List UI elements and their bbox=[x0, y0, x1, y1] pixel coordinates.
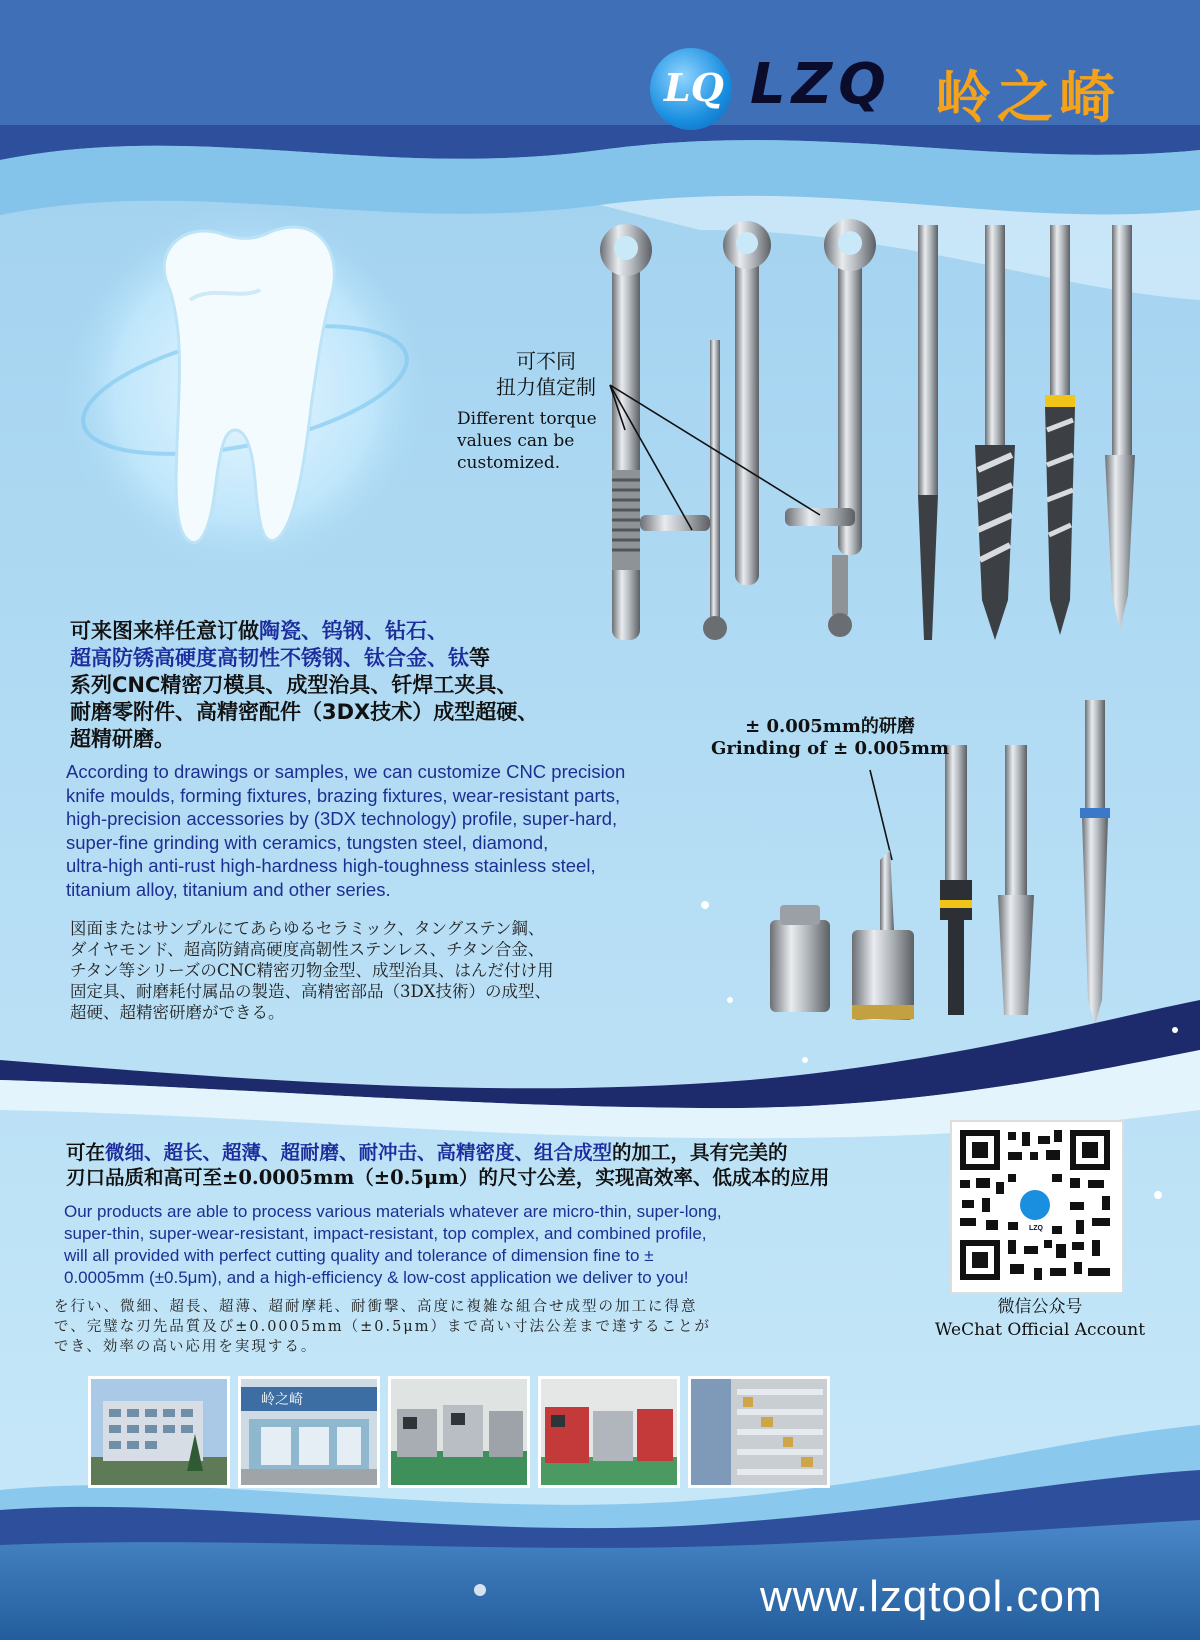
grinding-callout bbox=[700, 716, 960, 760]
capability-cn-l1-highlight: 微细、超长、超薄、超耐磨、耐冲击、高精密度、组合成型 bbox=[105, 1141, 613, 1164]
torque-callout-cn-line2: 扭力值定制 bbox=[496, 375, 596, 399]
photo-cnc-workshop-2 bbox=[538, 1376, 680, 1488]
grinding-callout-en: Grinding of ± 0.005mm bbox=[711, 738, 949, 759]
intro-cn-line1 bbox=[70, 618, 630, 645]
qr-logo-label: LZQ bbox=[1029, 1225, 1043, 1232]
capability-jp-line: を行い、微細、超長、超薄、超耐摩耗、耐衝撃、高度に複雑な組合せ成型の加工に得意 bbox=[54, 1299, 698, 1315]
intro-cn-l1-highlight: 陶瓷、钨钢、钻石、 bbox=[259, 619, 448, 643]
capability-en-line: super-thin, super-wear-resistant, impact-resistant, top complex, and combined profile, bbox=[64, 1224, 707, 1243]
capability-jp-line: でき、効率の高い応用を実現する。 bbox=[54, 1339, 318, 1355]
capability-en bbox=[64, 1201, 924, 1289]
intro-cn-l2-text: 等 bbox=[469, 646, 490, 670]
storefront-sign-text: 岭之崎 bbox=[261, 1392, 303, 1408]
brand-name-latin: LZQ bbox=[750, 52, 892, 117]
wechat-caption bbox=[930, 1296, 1150, 1342]
photo-warehouse-shelves bbox=[688, 1376, 830, 1488]
intro-cn-line5: 超精研磨。 bbox=[70, 727, 175, 751]
capability-cn-l1-text: 可在 bbox=[66, 1141, 106, 1164]
intro-cn-line4: 耐磨零附件、高精密配件（3DX技术）成型超硬、 bbox=[70, 700, 539, 724]
intro-jp-line: 図面またはサンプルにてあらゆるセラミック、タングステン鋼、 bbox=[70, 919, 545, 938]
capability-jp-line: で、完璧な刃先品質及び±0.0005mm（±0.5μm）まで高い寸法公差まで達することが bbox=[54, 1319, 711, 1335]
intro-cn-l1-text: 可来图来样任意订做 bbox=[70, 619, 259, 643]
capability-en-line: 0.0005mm (±0.5μm), and a high-efficiency & low-cost application we deliver to you! bbox=[64, 1268, 689, 1287]
intro-jp bbox=[70, 918, 710, 1023]
capability-cn-line1 bbox=[66, 1140, 936, 1165]
intro-jp-line: ダイヤモンド、超高防錆高硬度高韌性ステンレス、チタン合金、 bbox=[70, 940, 545, 959]
intro-cn-line3: 系列CNC精密刀模具、成型治具、钎焊工夹具、 bbox=[70, 673, 518, 697]
capability-en-line: will all provided with perfect cutting quality and tolerance of dimension fine to ± bbox=[64, 1246, 654, 1265]
capability-cn-l1-text2: 的加工，具有完美的 bbox=[612, 1141, 788, 1164]
intro-jp-line: 超硬、超精密研磨ができる。 bbox=[70, 1003, 285, 1022]
intro-en-line: super-fine grinding with ceramics, tungsten steel, diamond, bbox=[66, 831, 549, 853]
intro-en-line: titanium alloy, titanium and other series. bbox=[66, 878, 391, 900]
intro-en-line: ultra-high anti-rust high-hardness high-toughness stainless steel, bbox=[66, 855, 596, 876]
torque-callout-cn bbox=[486, 348, 606, 400]
capability-cn-line2: 刃口品质和高可至±0.0005mm（±0.5μm）的尺寸公差，实现高效率、低成本的应用 bbox=[66, 1166, 830, 1189]
photo-cnc-workshop-1 bbox=[388, 1376, 530, 1488]
intro-en-line: knife moulds, forming fixtures, brazing fixtures, wear-resistant parts, bbox=[66, 784, 621, 806]
torque-callout-cn-line1: 可不同 bbox=[516, 349, 576, 373]
photo-storefront bbox=[238, 1376, 380, 1488]
wechat-caption-en: WeChat Official Account bbox=[934, 1320, 1146, 1340]
website-url[interactable]: www.lzqtool.com bbox=[760, 1572, 1103, 1621]
logo-badge-icon bbox=[650, 48, 732, 130]
torque-callout-en-line2: values can be bbox=[457, 431, 575, 451]
capability-en-line: Our products are able to process various materials whatever are micro-thin, super-long, bbox=[64, 1202, 722, 1221]
grinding-callout-cn: ± 0.005mm的研磨 bbox=[745, 716, 915, 737]
intro-en-line: According to drawings or samples, we can customize CNC precision bbox=[66, 761, 626, 782]
brand-name-cn: 岭之崎 bbox=[935, 66, 1121, 131]
photo-factory-building bbox=[88, 1376, 230, 1488]
wechat-qr-code[interactable] bbox=[950, 1120, 1124, 1294]
intro-cn-line2 bbox=[70, 645, 630, 672]
intro-en-line: high-precision accessories by (3DX technology) profile, super-hard, bbox=[66, 808, 618, 829]
intro-jp-line: チタン等シリーズのCNC精密刃物金型、成型治具、はんだ付け用 bbox=[70, 961, 554, 980]
intro-en bbox=[66, 760, 746, 901]
wechat-caption-cn: 微信公众号 bbox=[997, 1297, 1083, 1317]
torque-callout-en-line1: Different torque bbox=[457, 409, 597, 429]
intro-cn-l2-highlight: 超高防锈高硬度高韧性不锈钢、钛合金、钛 bbox=[70, 646, 469, 670]
capability-cn bbox=[66, 1140, 936, 1190]
torque-callout-en bbox=[457, 408, 627, 474]
intro-jp-line: 固定具、耐磨耗付属品の製造、高精密部品（3DX技術）の成型、 bbox=[70, 982, 551, 1001]
intro-cn bbox=[70, 618, 630, 753]
qr-code-icon bbox=[952, 1122, 1118, 1288]
capability-jp bbox=[54, 1297, 934, 1357]
torque-callout-en-line3: customized. bbox=[457, 453, 561, 473]
brand-logo bbox=[650, 48, 1170, 131]
logo-mark: LQ bbox=[664, 65, 724, 110]
